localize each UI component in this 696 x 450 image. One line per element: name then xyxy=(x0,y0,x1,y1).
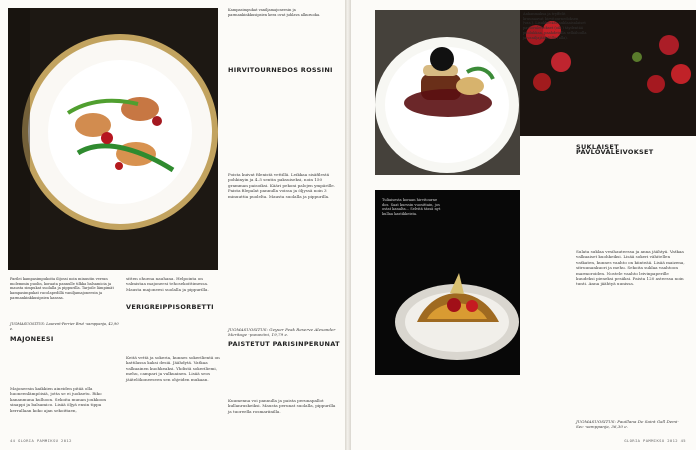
scallop-photo xyxy=(8,8,218,270)
middle-caption: Kampasimpukat vaniljamajoneesin ja parmankinkkusipsien kera ovat juhlava alkuruoka. xyxy=(228,8,321,17)
rossini-heading: HIRVITOURNEDOS ROSSINI xyxy=(228,66,333,74)
left-footer: 44 GLORIA PAMMIKSU 2012 xyxy=(10,438,72,443)
rossini-note: JUOMASUOSITUS: Geyser Peak Reserve Alexander Meritage -punaviini, 19,79 e. xyxy=(228,327,336,338)
potatoes-method: Kuumenna voi pannulla ja paista perunapallot kullanruskeiksi. Mausta perunat suolalla, pippurilla ja tuoreella rosmariinilla. xyxy=(228,398,336,414)
dessert-photo xyxy=(375,190,520,375)
photo-credit: JUOMASUOSITUS: Laurent-Perrier Brut -samppanja, 42,90 e. xyxy=(10,322,119,331)
rossini-method: Poista kuivat filenistä vettillä. Leikkaa sisäfilestä pohkinyin ja 4–5 sentin paksuiseksi, noin 150 gramman paisoiksi. Kääri pekoni palojen ympärille. Paista filepalat pannulla voissa ja öljyssä noin 3 minuuttia puolelta. Mausta suolalla ja pippurilla. xyxy=(228,172,335,199)
majoneesi-heading: MAJONEESI xyxy=(10,335,54,343)
pavlova-method: Sulata suklaa vesihauteessa ja anna jäähtyä. Vatkaa valkuaiset kuohkeiksi. Lisää sokeri vähitellen vatkaten, kunnes vaahto on kiinteää. Lisää maizena, sitruunankuori ja mehu. Sekoita suklaa vaahtoon marmoroiden. Nostele vaahto leivinpaperille kuudeksi pieneksi pesäksi. Paista 120 asteessa noin tunti. Anna jäähtyä uunissa. xyxy=(576,249,685,287)
right-footer: GLORIA PAMMIKSU 2012 45 xyxy=(624,438,686,443)
col2-text: sitten ohuena nauhana. Helpointa on valmistaa majoneesi tehosekoittimessa. Mausta majoneesi suolalla ja pippurilla. xyxy=(126,276,209,292)
right-caption-top: Ankanmaksa ja tryffelit kruunaavat hirvitournedoksen (vas.). Lisukkeeksi, suklaaisalaiset pavlovaleivokset (oik.) täydentää puolukkaa, paahdetulla selkäluulla ja vaniljajäätelöllä (alla). xyxy=(523,12,587,40)
pavlova-note: JUOMASUOSITUS: Pauillana De Saint Gall Demi-Sec -samppanja, 36,30 e. xyxy=(576,419,679,430)
potatoes-heading: PAISTETUT PARISINPERUNAT xyxy=(228,340,340,348)
main-course-photo xyxy=(375,10,520,175)
right-caption-bottom: Tuliaisesta koraan hirvitourne dos. Saat kurssin vuosittain, jos ostat kanalta... Selvitä tässä nyt kullaa kastikkeista. xyxy=(382,198,441,217)
sorbetti-method: Keitä vettä ja sokeria, kunnes sokerilientä on kattilassa kaksi desiä. Jäähdytä. Vatkaa valkuainen kuohkeaksi. Yhdistä sokeriliemi, mehu, campari ja valkuainen. Lisää seos jäätelökoneeseen sen ohjeiden mukaan. xyxy=(126,355,220,382)
pavlova-heading: SUKLAISET PAVLOVALEIVOKSET xyxy=(576,143,654,157)
sorbetti-heading: VERIGREIPPISORBETTI xyxy=(126,303,214,311)
majoneesi-method: Majoneesin kaikkien aineiden pitää olla huoneenlämpöisiä, jotta se ei juoksetu. Riko kananmuna kulhoon. Sekoita munan joukkoon sinappi ja balsamico. Lisää öljyä ensin tippa kerrallaan koko ajan sekoittaen, xyxy=(10,386,107,413)
photo-caption: Parilei kampasimpukoita ilijossi noin minuutin verran molemmin puolin, koraata pannulle tilkka balsamicia ja mausta simpukat suolalla ja pippurilla. Tarjoile lämpimät kampasimpukat rucolapedillä vaniljamajoneesin ja parmankinkkusipsien kanssa. xyxy=(10,277,114,300)
